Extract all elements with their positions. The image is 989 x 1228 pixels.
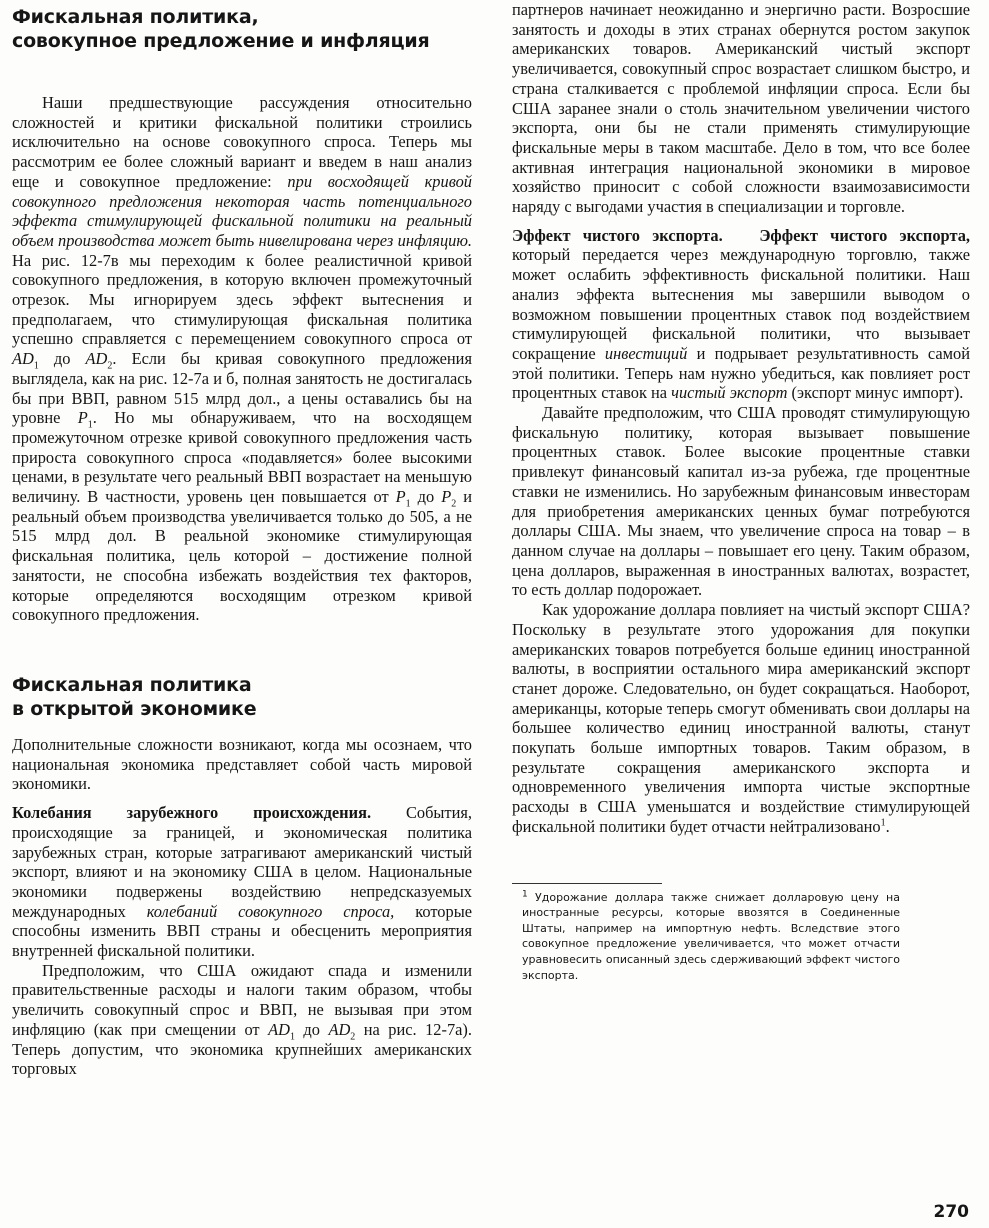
- text-run: .: [885, 816, 890, 836]
- paragraph-aggregate-supply: [12, 93, 472, 625]
- symbol-p: P: [441, 487, 452, 507]
- text-run: на рис. 12-7а). Теперь допустим, что экономика крупнейших американских торговых: [12, 1019, 472, 1079]
- text-run: до: [38, 349, 86, 369]
- footnote-divider: [512, 883, 662, 884]
- symbol-ad: AD: [268, 1019, 290, 1039]
- text-run: которые способны изменить ВВП страны и обесценить мероприятия внутренней фискальной политики.: [12, 901, 472, 961]
- text-run: который передается через международную торговлю, также может ослабить эффективность фискальной политики. Наш анализ эффекта вытеснения мы завершили выводом о возможном повышении процентных ставок под воздействием стимулирующей фискальной политики, что вызывает сокращение: [512, 245, 970, 363]
- paragraph-interest-rates: Давайте предположим, что США проводят стимулирующую фискальную политику, которая вызывает повышение процентных ставок. Более высокие процентные ставки привлекут финансовый капитал из-за рубежа, где процентные ставки не изменились. Но зарубежным финансовым инвесторам для приобретения американских ценных бумаг потребуются доллары США. Мы знаем, что увеличение спроса на товар – в данном случае на доллары – повышает его цену. Таким образом, цена долларов, выраженная в иностранных валютах, возрастет, то есть доллар подорожает.: [512, 403, 970, 600]
- paragraph-open-economy-intro: Дополнительные сложности возникают, когда мы осознаем, что национальная экономика представляет собой часть мировой экономики.: [12, 734, 472, 794]
- symbol-p: P: [395, 487, 406, 507]
- heading-line-1: Фискальная политика,: [12, 6, 259, 28]
- symbol-ad: AD: [85, 349, 108, 369]
- section-open-economy: [12, 673, 472, 1079]
- subscript: 1: [87, 419, 93, 431]
- runin-heading: Эффект чистого экспорта.: [512, 225, 723, 245]
- text-run: События, происходящие за границей, и экономическая политика зарубежных стран, которые затрагивают американский чистый экспорт, влияют и на экономику США в целом. Национальные экономики подвержены воздействию непредсказуемых международных: [12, 803, 472, 921]
- text-run: и подрывает результативность самой этой политики. Теперь нам нужно убедиться, как повлияет рост процентных ставок на: [512, 343, 970, 403]
- subscript: 2: [107, 360, 113, 372]
- footnote-mark: 1: [522, 888, 528, 899]
- subscript: 1: [405, 498, 411, 510]
- page-number: 270: [933, 1202, 969, 1222]
- section-heading-open-economy: [12, 673, 472, 721]
- subscript: 1: [289, 1031, 295, 1043]
- runin-term: Эффект чистого экспорта,: [759, 225, 970, 245]
- subscript: 1: [33, 360, 39, 372]
- paragraph-foreign-fluctuations: [12, 803, 472, 961]
- paragraph-us-expects-recession: [12, 961, 472, 1079]
- italic-run: чистый экспорт: [671, 383, 788, 403]
- text-run: . Если бы кривая совокупного предложения выглядела, как на рис. 12-7а и б, полная занятость не достигалась бы при ВВП, равном 515 млрд дол., а цены оставались бы на уровне: [12, 349, 472, 428]
- subscript: 2: [350, 1031, 356, 1043]
- heading-line-2: совокупное предложение и инфляция: [12, 30, 430, 52]
- italic-run: при восходящей кривой совокупного предложения некоторая часть потенциального эффекта стимулирующей фискальной политики на реальный объем производства может быть нивелирована через инфляцию.: [12, 171, 472, 250]
- section-fiscal-supply-inflation: [12, 0, 472, 625]
- text-run: (экспорт минус импорт).: [787, 383, 964, 403]
- text-run: Как удорожание доллара повлияет на чистый экспорт США? Поскольку в результате этого удорожания для покупки американских товаров потребуется больше единиц иностранной валюты, в восприятии остального мира американский экспорт станет дороже. Следовательно, он будет сокращаться. Наоборот, американцы, которые теперь смогут обменивать свои доллары на большее количество единиц иностранной валюты, станут покупать больше импортных товаров. Таким образом, в результате сокращения американского экспорта и одновременного увеличения импорта чистые экспортные расходы в США уменьшатся и воздействие стимулирующей фискальной политики будет отчасти нейтрализовано: [512, 600, 970, 836]
- subscript: 2: [451, 498, 457, 510]
- text-run: На рис. 12-7в мы переходим к более реалистичной кривой совокупного предложения, в которую включен промежуточный отрезок. Мы игнорируем здесь эффект вытеснения и предполагаем, что стимулирующая фискальная политика успешно справляется с перемещением совокупного спроса от: [12, 250, 472, 349]
- text-run: до: [294, 1019, 329, 1039]
- paragraph-dollar-appreciation: [512, 600, 970, 836]
- heading-line-2: в открытой экономике: [12, 697, 257, 720]
- italic-run: инвестиций: [604, 343, 688, 363]
- runin-heading: Колебания зарубежного происхождения.: [12, 803, 372, 823]
- footnote-reference: 1: [880, 817, 886, 829]
- paragraph-net-export-effect: [512, 226, 970, 403]
- italic-run: колебаний совокупного спроса,: [146, 901, 395, 921]
- text-run: до: [410, 487, 442, 507]
- text-run: . Но мы обнаруживаем, что на восходящем промежуточном отрезке кривой совокупного предложения часть прироста совокупного спроса «подавляется» более высокими ценами, в результате чего реальный ВВП возрастает на меньшую величину. В частности, уровень цен повышается от: [12, 408, 472, 507]
- symbol-ad: AD: [12, 349, 34, 369]
- right-column: [512, 0, 970, 1228]
- text-run: Предположим, что США ожидают спада и изменили правительственные расходы и налоги таким образом, чтобы увеличить совокупный спрос и ВВП, не вызывая при этом инфляцию (как при смещении от: [12, 960, 472, 1039]
- footnote-text: Удорожание доллара также снижает долларовую цену на иностранные ресурсы, которые ввозятся в Соединенные Штаты, например на импортную нефть. Вследствие этого совокупное предложение увеличивается, что может отчасти уравновесить описанный здесь сдерживающий эффект чистого экспорта.: [522, 890, 900, 982]
- heading-line-1: Фискальная политика: [12, 673, 252, 696]
- footnote: [512, 890, 970, 984]
- symbol-p: P: [77, 408, 88, 428]
- paragraph-trade-partners: партнеров начинает неожиданно и энергично расти. Возросшие занятость и доходы в этих странах обернутся ростом закупок американских товаров. Американский чистый экспорт увеличивается, совокупный спрос возрастает слишком быстро, и страна сталкивается с проблемой инфляции спроса. Если бы США заранее знали о столь значительном увеличении чистого экспорта, они бы не стали применять стимулирующие фискальные меры в таком масштабе. Дело в том, что все более активная интеграция национальной экономики в мировое хозяйство приносит с собой сложности взаимозависимости наряду с выгодами участия в специализации и торговле.: [512, 0, 970, 217]
- section-heading-fiscal-supply-inflation: [12, 5, 472, 53]
- symbol-ad: AD: [328, 1019, 351, 1039]
- left-column: [12, 0, 472, 1228]
- text-run: Наши предшествующие рассуждения относительно сложностей и критики фискальной политики строились исключительно на основе совокупного спроса. Теперь мы рассмотрим ее более сложный вариант и введем в наш анализ еще и совокупное предложение:: [12, 93, 472, 191]
- text-run: и реальный объем производства увеличивается только до 505, а не 515 млрд дол. В реальной экономике стимулирующая фискальная политика, цель которой – достижение полной занятости, не способна избежать воздействия тех факторов, которые определяются восходящим отрезком кривой совокупного предложения.: [12, 487, 473, 625]
